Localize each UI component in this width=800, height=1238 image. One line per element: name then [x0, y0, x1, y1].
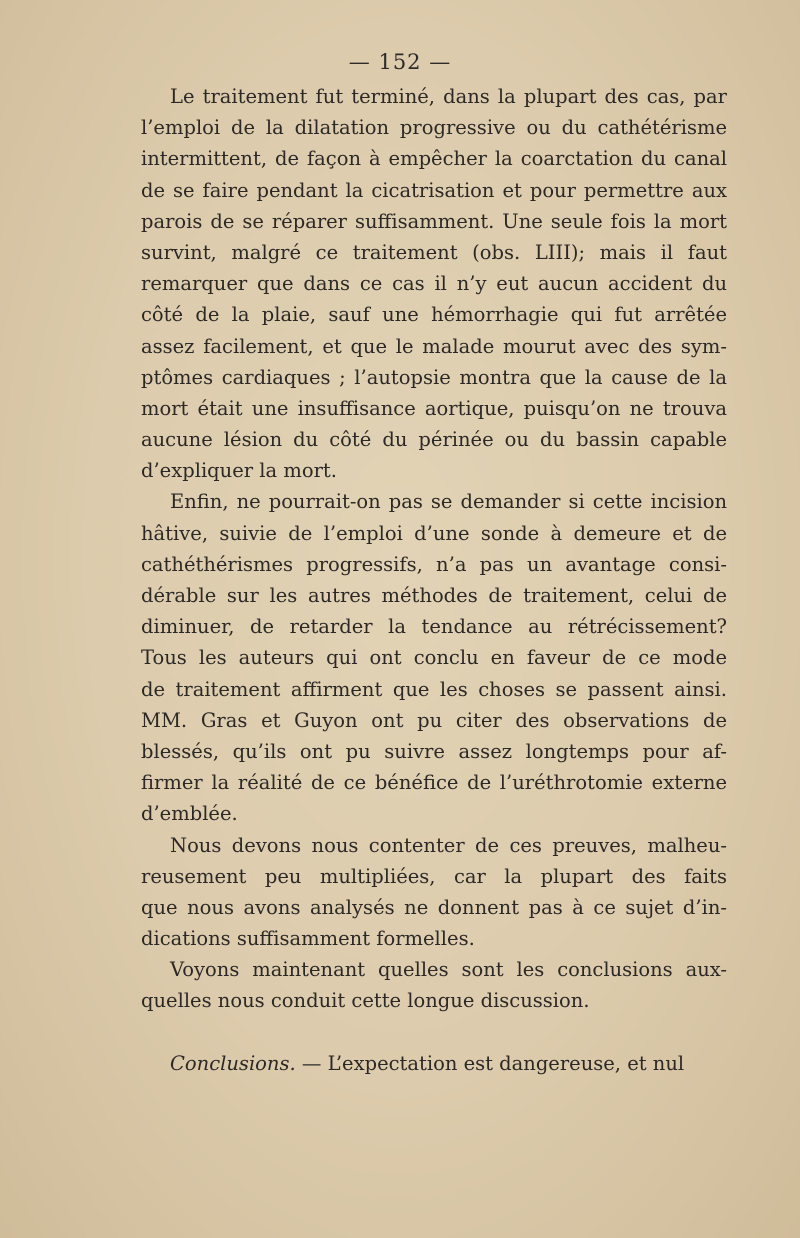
text-line: remarquer que dans ce cas il n’y eut aucun accident du	[141, 272, 727, 296]
text-line: Nous devons nous contenter de ces preuves, malheu-	[170, 833, 727, 857]
body-text	[141, 81, 727, 1079]
text-line: Enfin, ne pourrait-on pas se demander si cette incision	[170, 490, 727, 514]
text-line: Tous les auteurs qui ont conclu en faveur de ce mode	[141, 646, 727, 670]
paragraph	[141, 954, 727, 1016]
text-line: d’expliquer la mort.	[141, 459, 337, 483]
text-line: de traitement affirment que les choses se passent ainsi.	[141, 677, 727, 701]
text-line: dications suffisamment formelles.	[141, 927, 475, 951]
text-line: d’emblée.	[141, 802, 238, 826]
text-line: de se faire pendant la cicatrisation et pour permettre aux	[141, 178, 727, 202]
text-line: Voyons maintenant quelles sont les conclusions aux-	[170, 958, 727, 982]
text-line: parois de se réparer suffisamment. Une seule fois la mort	[141, 209, 727, 233]
paragraph	[141, 830, 727, 955]
text-line: côté de la plaie, sauf une hémorrhagie qui fut arrêtée	[141, 303, 727, 327]
text-line: que nous avons analysés ne donnent pas à ce sujet d’in-	[141, 895, 727, 919]
conclusions-text: — L’expectation est dangereuse, et nul	[295, 1051, 685, 1075]
text-line: ptômes cardiaques ; l’autopsie montra que la cause de la	[141, 365, 727, 389]
text-line: dérable sur les autres méthodes de traitement, celui de	[141, 584, 727, 607]
conclusions-line	[141, 1048, 727, 1079]
text-line: quelles nous conduit cette longue discussion.	[141, 989, 590, 1013]
spacer	[141, 1017, 727, 1048]
text-line: assez facilement, et que le malade mourut avec des sym-	[141, 334, 727, 358]
paragraph	[141, 81, 727, 486]
text-line: cathéthérismes progressifs, n’a pas un avantage consi-	[141, 552, 727, 576]
text-line: l’emploi de la dilatation progressive ou du cathétérisme	[141, 116, 727, 140]
text-line: hâtive, suivie de l’emploi d’une sonde à demeure et de	[141, 521, 727, 545]
text-line: diminuer, de retarder la tendance au rétrécissement?	[141, 615, 727, 639]
text-line: blessés, qu’ils ont pu suivre assez longtemps pour af-	[141, 739, 727, 763]
text-line: MM. Gras et Guyon ont pu citer des observations de	[141, 708, 727, 732]
text-line: survint, malgré ce traitement (obs. LIII); mais il faut	[141, 240, 727, 264]
conclusions-label: Conclusions.	[170, 1051, 296, 1075]
text-line: firmer la réalité de ce bénéfice de l’uréthrotomie externe	[141, 771, 727, 795]
text-line: mort était une insuffisance aortique, puisqu’on ne trouva	[141, 396, 727, 420]
text-line: Le traitement fut terminé, dans la plupart des cas, par	[170, 85, 727, 108]
text-line: intermittent, de façon à empêcher la coarctation du canal	[141, 147, 727, 171]
paragraph	[141, 486, 727, 829]
page-number: — 152 —	[348, 50, 452, 74]
text-line: aucune lésion du côté du périnée ou du bassin capable	[141, 428, 727, 452]
text-line: reusement peu multipliées, car la plupart des faits	[141, 864, 727, 888]
